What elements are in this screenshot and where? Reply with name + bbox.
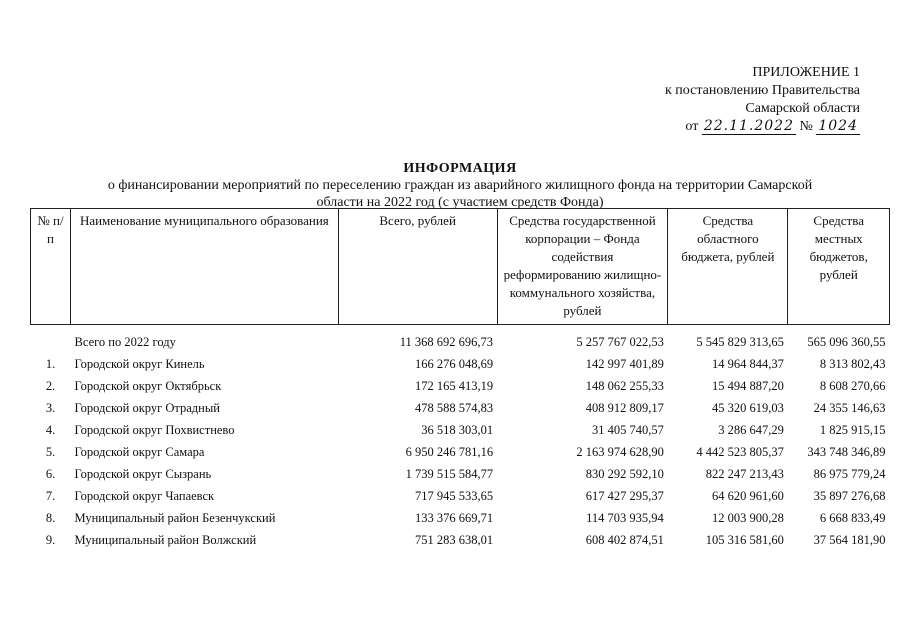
row-name: Городской округ Чапаевск <box>74 489 215 503</box>
row-name: Городской округ Самара <box>74 445 205 459</box>
row-regional: 822 247 213,43 <box>705 467 784 481</box>
row-regional: 45 320 619,03 <box>712 401 784 415</box>
row-total: 1 739 515 584,77 <box>405 467 494 481</box>
row-total: 133 376 669,71 <box>414 511 494 525</box>
from-label: от <box>685 119 699 134</box>
row-fund: 608 402 874,51 <box>585 533 664 547</box>
row-no: 4. <box>45 423 56 437</box>
row-regional: 105 316 581,60 <box>705 533 784 547</box>
row-fund: 2 163 974 628,90 <box>576 445 664 459</box>
row-no: 7. <box>45 489 56 503</box>
row-no: 8. <box>45 511 56 525</box>
row-total: 478 588 574,83 <box>414 401 494 415</box>
row-fund: 617 427 295,37 <box>585 489 664 503</box>
row-no: 1. <box>45 357 56 371</box>
row-total: 172 165 413,19 <box>414 379 494 393</box>
total-no <box>31 325 71 354</box>
row-fund: 114 703 935,94 <box>586 511 664 525</box>
table-row <box>31 529 890 551</box>
appendix-region: Самарской области <box>745 101 860 116</box>
appendix-decree: к постановлению Правительства <box>664 83 860 98</box>
row-total: 6 950 246 781,16 <box>405 445 494 459</box>
decree-number: 1024 <box>818 118 858 134</box>
row-fund: 148 062 255,33 <box>585 379 664 393</box>
row-name: Городской округ Сызрань <box>74 467 212 481</box>
header-no: № п/п <box>31 209 71 325</box>
row-local: 24 355 146,63 <box>813 401 886 415</box>
table-row <box>31 441 890 463</box>
row-local: 1 825 915,15 <box>819 423 886 437</box>
table-row <box>31 353 890 375</box>
header-local: Средства местных бюджетов, рублей <box>788 209 890 325</box>
row-fund: 31 405 740,57 <box>591 423 664 437</box>
row-regional: 4 442 523 805,37 <box>696 445 784 459</box>
table-row <box>31 463 890 485</box>
row-no: 6. <box>45 467 56 481</box>
table-row <box>31 375 890 397</box>
appendix-block <box>560 64 860 136</box>
row-local: 8 608 270,66 <box>819 379 886 393</box>
row-no: 3. <box>45 401 56 415</box>
row-name: Муниципальный район Безенчукский <box>74 511 276 525</box>
table-row <box>31 507 890 529</box>
row-no: 2. <box>45 379 56 393</box>
row-total: 166 276 048,69 <box>414 357 494 371</box>
row-no: 9. <box>45 533 56 547</box>
row-total: 36 518 303,01 <box>421 423 494 437</box>
row-regional: 15 494 887,20 <box>712 379 784 393</box>
header-total: Всего, рублей <box>338 209 497 325</box>
total-row <box>31 325 890 354</box>
decree-date-line <box>560 118 860 136</box>
row-local: 8 313 802,43 <box>819 357 886 371</box>
document-subtitle-line1: о финансировании мероприятий по переселению граждан из аварийного жилищного фонда на территории Самарской <box>107 178 813 193</box>
row-name: Городской округ Отрадный <box>74 401 220 415</box>
total-label: Всего по 2022 году <box>74 335 176 349</box>
row-local: 37 564 181,90 <box>813 533 886 547</box>
document-heading: ИНФОРМАЦИЯ <box>403 161 517 176</box>
row-local: 35 897 276,68 <box>813 489 886 503</box>
appendix-title: ПРИЛОЖЕНИЕ 1 <box>752 65 860 80</box>
table-row <box>31 419 890 441</box>
document-title <box>60 160 860 211</box>
header-name: Наименование муниципального образования <box>71 209 339 325</box>
header-regional: Средства областного бюджета, рублей <box>668 209 788 325</box>
total-fund: 5 257 767 022,53 <box>576 335 664 349</box>
row-name: Городской округ Похвистнево <box>74 423 235 437</box>
row-regional: 14 964 844,37 <box>712 357 784 371</box>
row-local: 6 668 833,49 <box>819 511 886 525</box>
row-name: Городской округ Октябрьск <box>74 379 222 393</box>
number-label: № <box>799 119 813 134</box>
header-fund: Средства государственной корпорации – Фонда содействия реформированию жилищно-коммунального хозяйства, рублей <box>497 209 668 325</box>
table-header-row <box>31 209 890 325</box>
financing-table <box>30 208 890 551</box>
row-regional: 64 620 961,60 <box>712 489 784 503</box>
row-local: 343 748 346,89 <box>807 445 886 459</box>
row-no: 5. <box>45 445 56 459</box>
total-total: 11 368 692 696,73 <box>399 335 494 349</box>
row-regional: 12 003 900,28 <box>712 511 784 525</box>
table-row <box>31 397 890 419</box>
row-fund: 408 912 809,17 <box>585 401 664 415</box>
table-row <box>31 485 890 507</box>
document-subtitle-line2: области на 2022 год (с участием средств Фонда) <box>316 195 604 210</box>
row-name: Муниципальный район Волжский <box>74 533 257 547</box>
row-total: 751 283 638,01 <box>414 533 494 547</box>
row-total: 717 945 533,65 <box>414 489 494 503</box>
row-local: 86 975 779,24 <box>813 467 886 481</box>
row-regional: 3 286 647,29 <box>718 423 784 437</box>
total-regional: 5 545 829 313,65 <box>696 335 784 349</box>
total-local: 565 096 360,55 <box>807 335 886 349</box>
decree-date: 22.11.2022 <box>703 118 794 134</box>
row-fund: 830 292 592,10 <box>585 467 664 481</box>
row-fund: 142 997 401,89 <box>585 357 664 371</box>
row-name: Городской округ Кинель <box>74 357 205 371</box>
